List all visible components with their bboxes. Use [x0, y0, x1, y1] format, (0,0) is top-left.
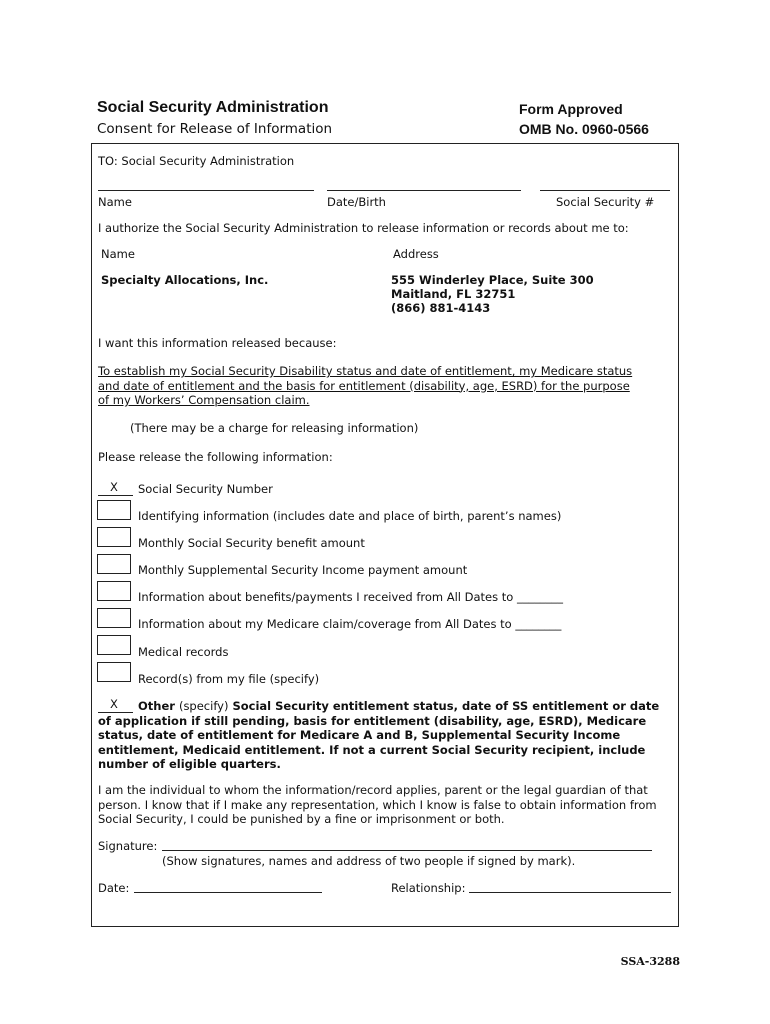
recipient-name-label: Name: [101, 247, 135, 261]
other-text-first: Social Security entitlement status, date of SS entitlement or date of: [98, 699, 660, 728]
authorize-text: I authorize the Social Security Administration to release information or records about me to:: [98, 221, 629, 235]
item-label: Monthly Social Security benefit amount: [138, 536, 365, 550]
relationship-input-line[interactable]: [469, 892, 671, 893]
item-label: Medical records: [138, 645, 229, 659]
recipient-address-label: Address: [393, 247, 439, 261]
release-label: Please release the following information:: [98, 450, 333, 464]
other-specification: [98, 699, 668, 772]
reason-text: To establish my Social Security Disability status and date of entitlement, my Medicare status and date of entitlement and the basis for entitlement (disability, age, ESRD) for the purpose of my Workers’ Compensation claim.: [98, 364, 633, 407]
item-checkbox[interactable]: [97, 662, 131, 682]
item-checkbox[interactable]: [97, 500, 131, 520]
other-text-rest: application if still pending, basis for entitlement (disability, age, ESRD), Medicare status, date of entitlement for Medicare A and B, Supplemental Security Income entitlement, Medicaid entitlement. If not a current Social Security recipient, include number of eligible quarters.: [98, 713, 647, 771]
ssn-input-line[interactable]: [540, 190, 670, 191]
item-label: Monthly Supplemental Security Income payment amount: [138, 563, 468, 577]
reason-label: I want this information released because:: [98, 336, 337, 350]
date-label: Date:: [98, 881, 130, 895]
item-label: Information about benefits/payments I received from All Dates to ________: [138, 590, 563, 604]
item-checkbox[interactable]: [97, 608, 131, 628]
item-label: Social Security Number: [138, 482, 273, 496]
recipient-address-line2: Maitland, FL 32751: [391, 287, 516, 301]
name-label: Name: [98, 195, 132, 209]
date-input-line[interactable]: [134, 892, 322, 893]
other-label: Other: [138, 699, 175, 713]
signature-label: Signature:: [98, 839, 158, 853]
other-checkbox-mark: X: [110, 697, 118, 711]
item-checkbox-line[interactable]: [98, 495, 133, 496]
omb-number: OMB No. 0960-0566: [519, 121, 649, 137]
relationship-label: Relationship:: [391, 881, 466, 895]
item-checkbox[interactable]: [97, 527, 131, 547]
signature-input-line[interactable]: [162, 850, 652, 851]
recipient-phone: (866) 881-4143: [391, 301, 491, 315]
dob-input-line[interactable]: [327, 190, 521, 191]
to-line: TO: Social Security Administration: [98, 154, 295, 168]
ssn-label: Social Security #: [556, 195, 655, 209]
recipient-address-line1: 555 Winderley Place, Suite 300: [391, 273, 594, 287]
form-number: SSA-3288: [620, 955, 680, 968]
item-checkbox[interactable]: [97, 581, 131, 601]
recipient-name: Specialty Allocations, Inc.: [101, 273, 269, 287]
item-checkbox[interactable]: [97, 635, 131, 655]
checkbox-mark: X: [110, 480, 118, 494]
dob-label: Date/Birth: [327, 195, 386, 209]
name-input-line[interactable]: [98, 190, 314, 191]
attestation-text: I am the individual to whom the information/record applies, parent or the legal guardian of that person. I know that if I make any representation, which I know is false to obtain information from Social Security, I could be punished by a fine or imprisonment or both.: [98, 783, 657, 826]
charge-note: (There may be a charge for releasing information): [130, 421, 419, 435]
form-title: Consent for Release of Information: [97, 121, 333, 137]
signature-note: (Show signatures, names and address of two people if signed by mark).: [162, 854, 576, 868]
other-specify-hint: (specify): [178, 699, 229, 713]
item-label: Identifying information (includes date and place of birth, parent’s names): [138, 509, 562, 523]
item-label: Record(s) from my file (specify): [138, 672, 320, 686]
item-checkbox[interactable]: [97, 554, 131, 574]
item-label: Information about my Medicare claim/coverage from All Dates to ________: [138, 617, 562, 631]
agency-title: Social Security Administration: [97, 99, 329, 116]
form-approved-label: Form Approved: [519, 101, 623, 117]
